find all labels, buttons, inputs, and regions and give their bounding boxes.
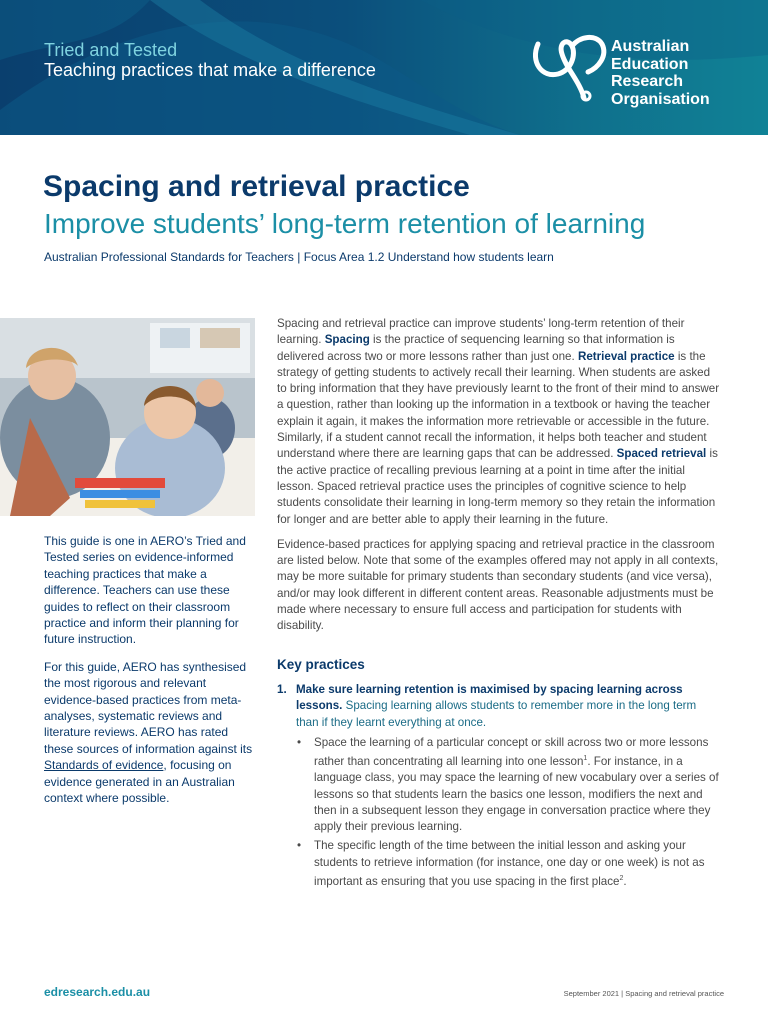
bullet-item <box>296 735 721 836</box>
sidebar-paragraph-1: This guide is one in AERO’s Tried and Tested series on evidence-informed teaching practices that make a difference. Teachers can use these guides to reflect on their classroom practice and inform their planning for future instruction. <box>44 534 246 647</box>
page-title: Spacing and retrieval practice <box>43 170 470 203</box>
sidebar-paragraph-2 <box>44 659 259 807</box>
intro-text-1: Spacing and retrieval practice can improve students’ long-term retention of their learning. <box>277 317 685 347</box>
evidence-paragraph: Evidence-based practices for applying spacing and retrieval practice in the classroom are listed below. Note that some of the examples offered may not apply in all contexts, may be more suitable for primary students than secondary students (and vice versa), and/or may look different in different content areas. Reasonable adjustments must be made where necessary to ensure full access and participation for students with disability. <box>277 537 719 633</box>
sidebar-p2-end: , focusing on evidence generated in an Australian context where possible. <box>44 758 235 806</box>
organisation-name <box>611 38 710 108</box>
standards-line: Australian Professional Standards for Teachers | Focus Area 1.2 Understand how students learn <box>44 250 554 264</box>
bullet-item <box>296 838 721 890</box>
main-content <box>277 316 721 893</box>
practice-number: 1. <box>277 682 287 696</box>
org-line-1: Australian <box>611 38 690 55</box>
bullet-text-rest: . For instance, in a language class, you may space the learning of new vocabulary over a series of lessons so that students learn the basics one lesson, modifiers the next and then in a subsequent lesson they engage in conversation practice where they apply their previous learning. <box>314 754 719 834</box>
org-line-4: Organisation <box>611 90 710 108</box>
term-spaced-retrieval: Spaced retrieval <box>616 447 707 461</box>
header-banner <box>0 0 768 135</box>
classroom-photo <box>0 318 255 516</box>
practice-bold: Make sure learning retention is maximised by spacing learning across lessons. <box>296 682 683 713</box>
standards-of-evidence-link[interactable]: Standards of evidence <box>44 758 164 773</box>
footer-date-title: September 2021 | Spacing and retrieval practice <box>563 989 724 998</box>
practice-description: Spacing learning allows students to remember more in the long term than if they learnt everything at once. <box>296 699 697 729</box>
bullet-text: The specific length of the time between the initial lesson and asking your students to retrieve information (for instance, one day or one week) is not as important as ensuring that you use spacing in the first place <box>314 839 705 888</box>
bullet-text: Space the learning of a particular concept or skill across two or more lessons rather than concentrating all learning into one lesson <box>314 735 709 768</box>
practice-text <box>296 682 721 731</box>
bullet-text-rest: . <box>623 874 627 888</box>
sidebar <box>44 533 259 818</box>
practice-1-bullets <box>296 735 721 890</box>
footnote-ref: 1 <box>583 755 588 763</box>
term-spacing: Spacing <box>324 333 370 347</box>
intro-text-4: is the active practice of recalling previous learning at a point in time after the initial lesson. Spaced retrieval practice uses the principles of cognitive science to help students consolidate their learning in long-term memory so they retain the information for longer and are better able to apply their learning in the future. <box>277 447 718 526</box>
term-retrieval-practice: Retrieval practice <box>577 349 675 363</box>
page-tagline: Improve students’ long-term retention of learning <box>44 208 646 239</box>
key-practice-1 <box>277 682 721 731</box>
series-title: Tried and Tested <box>44 40 178 60</box>
org-line-2: Education <box>611 55 689 73</box>
footnote-ref: 2 <box>619 875 624 883</box>
footer-url-link[interactable]: edresearch.edu.au <box>44 985 151 999</box>
aero-logo-icon <box>528 32 618 104</box>
sidebar-p2-start: For this guide, AERO has synthesised the most rigorous and relevant evidence-based practices from meta-analyses, systematic reviews and literature reviews. AERO has rated these sources of information against its <box>44 659 253 756</box>
intro-text-2: is the practice of sequencing learning so that information is delivered across two or more lessons rather than just one. <box>277 333 675 363</box>
series-subtitle: Teaching practices that make a difference <box>44 60 376 80</box>
key-practices-heading: Key practices <box>277 656 365 672</box>
org-line-3: Research <box>611 73 684 90</box>
intro-text-3: is the strategy of getting students to actively recall their learning. When students are asked to bring information that they have previously learnt to the front of their mind to answer a question, rather than looking up the information in a textbook or having the teacher explain it again, it makes the information more retrievable or accessible in the future. Similarly, if a student cannot recall the information, it helps both teacher and student understand where there are learning gaps that can be addressed. <box>277 349 720 461</box>
intro-paragraph <box>277 316 721 528</box>
